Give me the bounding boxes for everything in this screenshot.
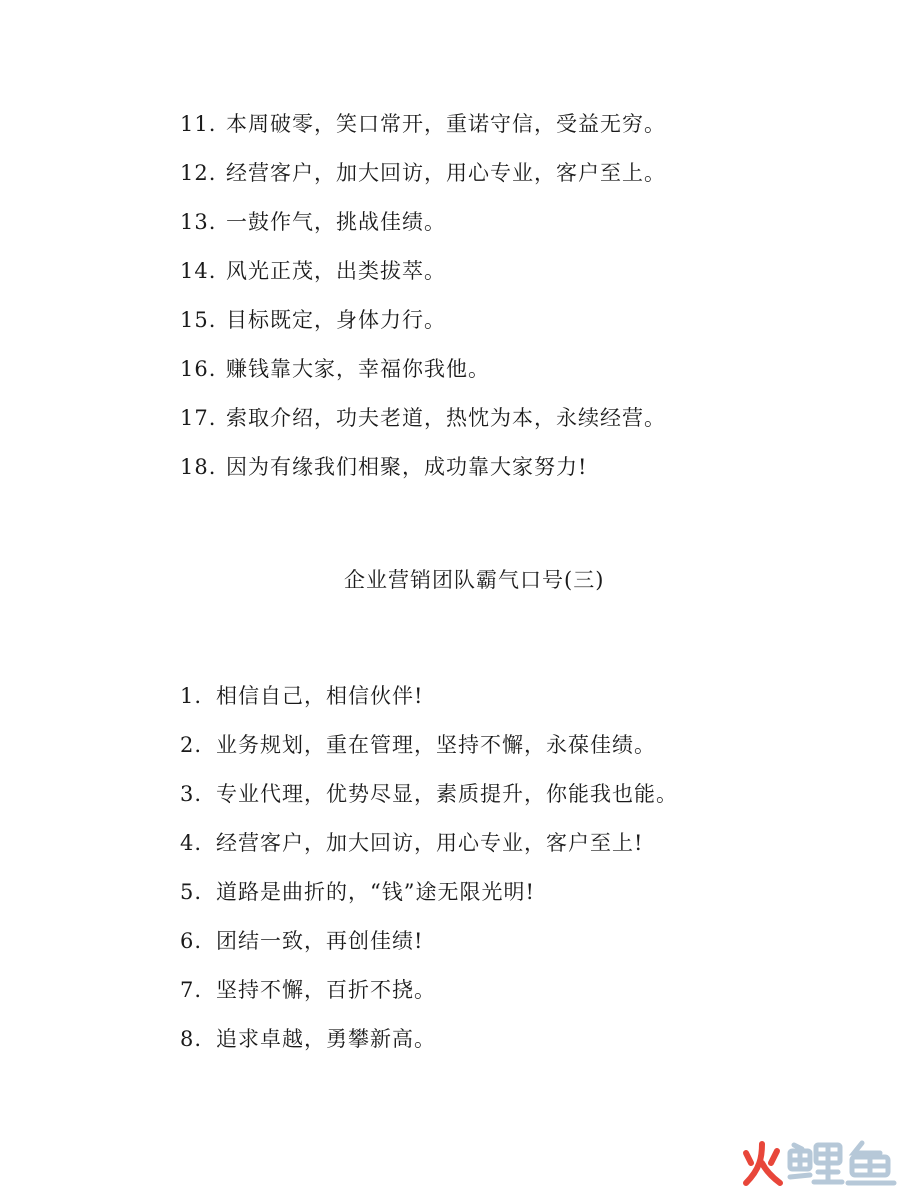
item-number: 8.	[180, 1027, 203, 1051]
item-number: 17.	[180, 406, 217, 430]
item-number: 12.	[180, 161, 217, 185]
list-item	[180, 302, 666, 351]
list-item	[180, 351, 666, 400]
item-text: 风光正茂，出类拔萃。	[226, 259, 446, 283]
list-item	[180, 825, 678, 874]
list-item	[180, 204, 666, 253]
item-text: 因为有缘我们相聚，成功靠大家努力!	[226, 455, 588, 479]
item-number: 4.	[180, 831, 203, 855]
slogan-list-bottom	[180, 678, 678, 1070]
item-text: 经营客户，加大回访，用心专业，客户至上!	[216, 831, 644, 855]
item-text: 目标既定，身体力行。	[226, 308, 446, 332]
list-item	[180, 923, 678, 972]
section-heading: 企业营销团队霸气口号(三)	[344, 568, 605, 592]
list-item	[180, 449, 666, 498]
item-number: 6.	[180, 929, 203, 953]
item-number: 14.	[180, 259, 217, 283]
item-text: 本周破零，笑口常开，重诺守信，受益无穷。	[226, 112, 666, 136]
list-item	[180, 400, 666, 449]
item-number: 16.	[180, 357, 217, 381]
item-number: 13.	[180, 210, 217, 234]
item-text: 索取介绍，功夫老道，热忱为本，永续经营。	[226, 406, 666, 430]
item-text: 一鼓作气，挑战佳绩。	[226, 210, 446, 234]
item-number: 1.	[180, 684, 203, 708]
item-text: 赚钱靠大家，幸福你我他。	[226, 357, 490, 381]
item-text: 业务规划，重在管理，坚持不懈，永葆佳绩。	[216, 733, 656, 757]
item-number: 5.	[180, 880, 203, 904]
slogan-list-top	[180, 106, 666, 498]
list-item	[180, 678, 678, 727]
item-text: 坚持不懈，百折不挠。	[216, 978, 436, 1002]
item-text: 经营客户，加大回访，用心专业，客户至上。	[226, 161, 666, 185]
list-item	[180, 727, 678, 776]
list-item	[180, 155, 666, 204]
list-item	[180, 776, 678, 825]
item-number: 7.	[180, 978, 203, 1002]
item-text: 团结一致，再创佳绩!	[216, 929, 424, 953]
watermark-logo	[740, 1139, 900, 1187]
item-number: 3.	[180, 782, 203, 806]
item-text: 相信自己，相信伙伴!	[216, 684, 424, 708]
item-number: 15.	[180, 308, 217, 332]
item-number: 2.	[180, 733, 203, 757]
list-item	[180, 1021, 678, 1070]
item-text: 追求卓越，勇攀新高。	[216, 1027, 436, 1051]
item-text: 专业代理，优势尽显，素质提升，你能我也能。	[216, 782, 678, 806]
list-item	[180, 253, 666, 302]
item-number: 11.	[180, 112, 217, 136]
item-number: 18.	[180, 455, 217, 479]
list-item	[180, 106, 666, 155]
item-text: 道路是曲折的，“钱”途无限光明!	[216, 880, 535, 904]
list-item	[180, 972, 678, 1021]
list-item	[180, 874, 678, 923]
